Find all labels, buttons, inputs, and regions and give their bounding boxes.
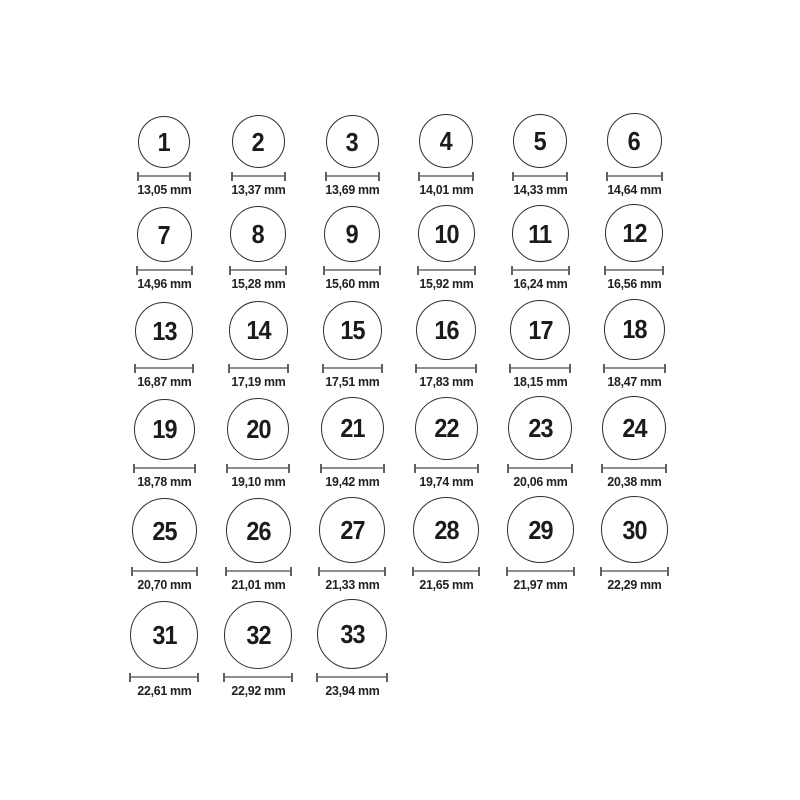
ring-size-number: 3 [345, 126, 359, 157]
ring-size-cell [399, 205, 493, 291]
diameter-measure-line [225, 567, 292, 576]
ring-size-number: 31 [151, 620, 177, 651]
ring-size-cell [587, 396, 681, 489]
ring-size-cell [117, 207, 211, 291]
diameter-label: 16,56 mm [606, 276, 662, 292]
ring-size-number: 21 [339, 413, 365, 444]
ring-size-cell [117, 302, 211, 389]
diameter-label: 22,61 mm [136, 683, 192, 699]
ring-size-cell [211, 498, 305, 592]
ring-size-cell [305, 497, 399, 592]
ring-circle [227, 398, 289, 460]
diameter-measure-line [316, 673, 388, 682]
diameter-measure-line [509, 364, 571, 373]
diameter-measure-line [228, 364, 289, 373]
diameter-measure-line [606, 172, 663, 181]
diameter-label: 15,28 mm [230, 276, 286, 292]
diameter-measure-line [601, 464, 667, 473]
ring-size-number: 30 [621, 514, 647, 545]
ring-size-cell [305, 206, 399, 291]
diameter-label: 20,70 mm [136, 577, 192, 593]
ring-circle [226, 498, 291, 563]
diameter-measure-line [412, 567, 480, 576]
diameter-label: 16,87 mm [136, 373, 192, 389]
diameter-label: 13,05 mm [136, 182, 192, 197]
diameter-label: 22,29 mm [606, 577, 662, 593]
ring-size-cell [305, 115, 399, 197]
diameter-label: 16,24 mm [512, 276, 568, 292]
diameter-label: 20,38 mm [606, 473, 662, 489]
ring-circle [413, 497, 479, 563]
diameter-measure-line [418, 172, 474, 181]
ring-size-cell [493, 114, 587, 197]
ring-circle [230, 206, 286, 262]
ring-circle [321, 397, 384, 460]
ring-size-cell [587, 204, 681, 291]
ring-size-cell [493, 300, 587, 389]
ring-size-cell [117, 498, 211, 592]
diameter-label: 21,33 mm [324, 577, 380, 593]
diameter-measure-line [134, 364, 194, 373]
diameter-measure-line [604, 266, 664, 275]
ring-circle [132, 498, 197, 563]
ring-size-number: 24 [621, 412, 647, 443]
ring-size-number: 11 [528, 218, 552, 249]
ring-circle [319, 497, 385, 563]
ring-size-cell [399, 300, 493, 389]
ring-size-number: 8 [251, 219, 265, 250]
ring-size-number: 4 [439, 126, 453, 156]
diameter-measure-line [133, 464, 196, 473]
diameter-label: 18,47 mm [606, 373, 662, 389]
ring-circle [605, 204, 663, 262]
diameter-measure-line [229, 266, 287, 275]
diameter-label: 21,01 mm [230, 577, 286, 593]
ring-size-cell [493, 396, 587, 489]
ring-size-cell [493, 496, 587, 592]
ring-size-number: 33 [339, 619, 365, 650]
diameter-label: 13,69 mm [324, 182, 380, 197]
ring-size-cell [211, 206, 305, 291]
ring-circle [317, 599, 387, 669]
diameter-measure-line [131, 567, 198, 576]
diameter-label: 17,83 mm [418, 373, 474, 389]
ring-size-number: 13 [151, 315, 177, 346]
ring-size-cell [399, 497, 493, 592]
ring-size-number: 14 [245, 315, 271, 346]
diameter-measure-line [511, 266, 570, 275]
ring-circle [323, 301, 382, 360]
ring-circle [513, 114, 567, 168]
ring-size-number: 15 [339, 315, 365, 346]
diameter-label: 17,19 mm [230, 373, 286, 389]
ring-size-number: 5 [533, 126, 547, 156]
diameter-label: 18,78 mm [136, 473, 192, 489]
diameter-label: 20,06 mm [512, 473, 568, 489]
ring-circle [415, 397, 478, 460]
diameter-label: 19,42 mm [324, 473, 380, 489]
ring-size-number: 16 [433, 314, 459, 345]
ring-circle [138, 116, 190, 168]
diameter-measure-line [603, 364, 666, 373]
ring-circle [324, 206, 380, 262]
ring-circle [510, 300, 570, 360]
ring-size-number: 12 [621, 218, 647, 249]
diameter-measure-line [506, 567, 575, 576]
ring-circle [601, 496, 668, 563]
ring-circle [512, 205, 569, 262]
ring-size-grid [117, 0, 683, 699]
ring-size-number: 29 [527, 514, 553, 545]
ring-size-cell [493, 205, 587, 291]
ring-size-cell [211, 398, 305, 489]
ring-size-number: 18 [621, 314, 647, 345]
ring-circle [418, 205, 475, 262]
diameter-measure-line [507, 464, 573, 473]
ring-circle [137, 207, 192, 262]
diameter-measure-line [226, 464, 290, 473]
ring-size-number: 20 [245, 413, 271, 444]
ring-circle [326, 115, 379, 168]
ring-circle [508, 396, 572, 460]
diameter-label: 15,92 mm [418, 276, 474, 292]
diameter-measure-line [415, 364, 477, 373]
ring-size-number: 25 [151, 515, 177, 546]
diameter-label: 21,65 mm [418, 577, 474, 593]
diameter-measure-line [322, 364, 383, 373]
diameter-label: 23,94 mm [324, 683, 380, 699]
ring-circle [607, 113, 662, 168]
ring-circle [134, 399, 195, 460]
diameter-measure-line [231, 172, 286, 181]
diameter-measure-line [325, 172, 380, 181]
diameter-label: 22,92 mm [230, 683, 286, 699]
diameter-label: 14,96 mm [136, 276, 192, 292]
diameter-measure-line [320, 464, 385, 473]
diameter-label: 14,33 mm [512, 182, 568, 197]
ring-size-cell [305, 599, 399, 698]
diameter-label: 17,51 mm [324, 373, 380, 389]
ring-size-cell [399, 397, 493, 489]
diameter-label: 19,74 mm [418, 473, 474, 489]
ring-size-cell [305, 301, 399, 389]
ring-circle [229, 301, 288, 360]
ring-circle [602, 396, 666, 460]
ring-size-number: 1 [157, 127, 171, 157]
diameter-measure-line [323, 266, 381, 275]
ring-circle [604, 299, 665, 360]
ring-size-number: 27 [339, 515, 365, 546]
ring-size-number: 28 [433, 515, 459, 546]
diameter-label: 15,60 mm [324, 276, 380, 292]
diameter-label: 14,01 mm [418, 182, 474, 197]
ring-size-cell [587, 113, 681, 197]
diameter-label: 14,64 mm [606, 182, 662, 197]
ring-circle [419, 114, 473, 168]
ring-size-cell [211, 115, 305, 197]
ring-size-cell [117, 399, 211, 489]
ring-circle [416, 300, 476, 360]
ring-circle [232, 115, 285, 168]
diameter-measure-line [414, 464, 479, 473]
ring-size-cell [399, 114, 493, 197]
diameter-measure-line [223, 673, 293, 682]
ring-size-cell [211, 601, 305, 698]
ring-size-number: 2 [251, 126, 265, 157]
diameter-measure-line [512, 172, 568, 181]
ring-size-number: 22 [433, 413, 459, 444]
ring-size-number: 19 [151, 414, 177, 445]
ring-circle [130, 601, 198, 669]
diameter-measure-line [600, 567, 669, 576]
diameter-measure-line [129, 673, 199, 682]
diameter-measure-line [417, 266, 476, 275]
ring-size-number: 6 [627, 125, 641, 156]
diameter-label: 13,37 mm [230, 182, 286, 197]
ring-size-number: 9 [345, 219, 359, 250]
ring-size-number: 10 [433, 218, 459, 249]
ring-circle [135, 302, 193, 360]
diameter-measure-line [136, 266, 193, 275]
ring-size-number: 32 [245, 620, 271, 651]
ring-size-cell [117, 116, 211, 197]
diameter-label: 19,10 mm [230, 473, 286, 489]
ring-circle [224, 601, 292, 669]
ring-size-number: 7 [157, 219, 171, 250]
diameter-measure-line [137, 172, 191, 181]
ring-size-number: 17 [527, 314, 553, 345]
ring-size-cell [587, 496, 681, 592]
ring-size-number: 23 [527, 412, 553, 443]
ring-size-number: 26 [245, 515, 271, 546]
ring-size-cell [211, 301, 305, 389]
ring-size-cell [117, 601, 211, 698]
ring-circle [507, 496, 574, 563]
ring-size-cell [305, 397, 399, 489]
diameter-label: 21,97 mm [512, 577, 568, 593]
diameter-measure-line [318, 567, 386, 576]
ring-size-cell [587, 299, 681, 389]
diameter-label: 18,15 mm [512, 373, 568, 389]
